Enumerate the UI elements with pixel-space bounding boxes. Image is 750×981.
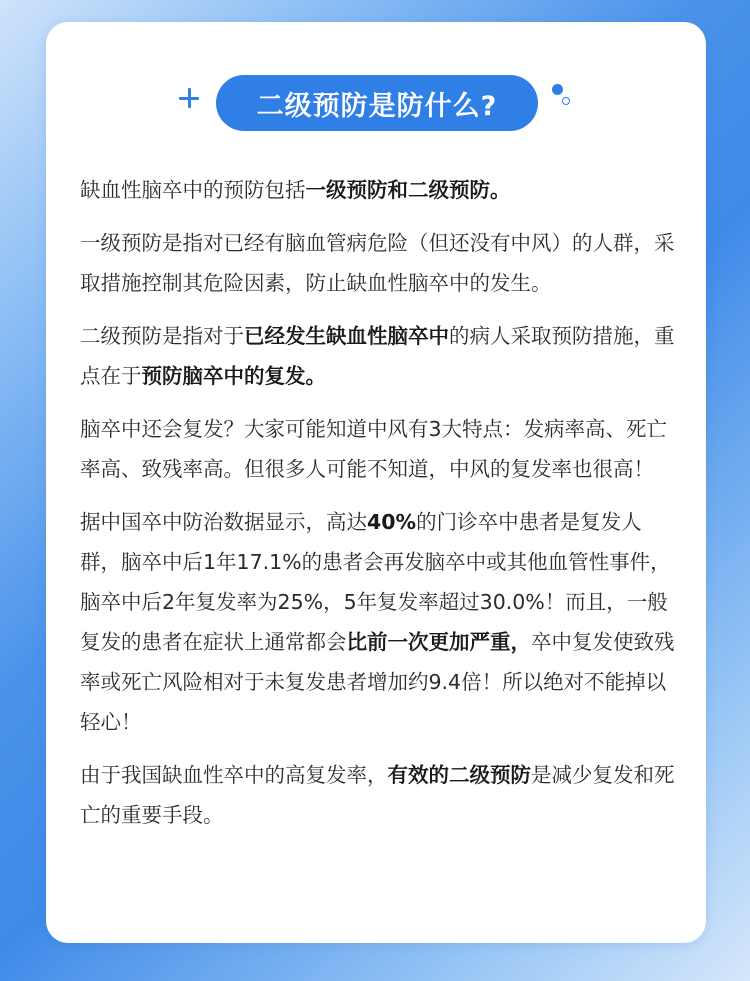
paragraph bbox=[80, 223, 676, 303]
ring-dot-icon bbox=[562, 97, 570, 105]
bold-text: 有效的二级预防 bbox=[387, 763, 531, 787]
text-run: 的病人采取预防措施，重点在于 bbox=[80, 324, 675, 388]
paragraph bbox=[80, 755, 676, 835]
bold-text: 已经发生缺血性脑卒中 bbox=[244, 324, 449, 348]
dot-icon bbox=[552, 84, 563, 95]
title-header bbox=[46, 75, 706, 131]
paragraph bbox=[80, 170, 676, 210]
paragraph bbox=[80, 316, 676, 396]
text-run: 二级预防是指对于 bbox=[80, 324, 244, 348]
plus-icon bbox=[178, 87, 200, 109]
bold-text: 比前一次更加严重， bbox=[346, 630, 531, 654]
text-run: 缺血性脑卒中的预防包括 bbox=[80, 178, 306, 202]
article-body bbox=[80, 170, 676, 848]
text-run: 据中国卒中防治数据显示，高达 bbox=[80, 510, 367, 534]
section-title: 二级预防是防什么? bbox=[216, 75, 538, 131]
paragraph bbox=[80, 409, 676, 489]
bold-text: 40% bbox=[367, 510, 417, 534]
text-run: 是减少复发和死亡的重要手段。 bbox=[80, 763, 675, 827]
bold-text: 预防脑卒中的复发。 bbox=[141, 364, 326, 388]
text-run: 卒中复发使致残率或死亡风险相对于未复发患者增加约9.4倍！所以绝对不能掉以轻心！ bbox=[80, 630, 675, 734]
content-card bbox=[46, 22, 706, 943]
text-run: 由于我国缺血性卒中的高复发率， bbox=[80, 763, 388, 787]
text-run: 的门诊卒中患者是复发人群，脑卒中后1年17.1%的患者会再发脑卒中或其他血管性事件，脑卒中后2年复发率为25%，5年复发率超过30.0%！而且，一般复发的患者在症状上通常都会 bbox=[80, 510, 671, 654]
text-run: 一级预防是指对已经有脑血管病危险（但还没有中风）的人群，采取措施控制其危险因素，防止缺血性脑卒中的发生。 bbox=[80, 231, 675, 295]
paragraph bbox=[80, 502, 676, 742]
bold-text: 一级预防和二级预防。 bbox=[305, 178, 511, 202]
text-run: 脑卒中还会复发？大家可能知道中风有3大特点：发病率高、死亡率高、致残率高。但很多人可能不知道，中风的复发率也很高！ bbox=[80, 417, 668, 481]
